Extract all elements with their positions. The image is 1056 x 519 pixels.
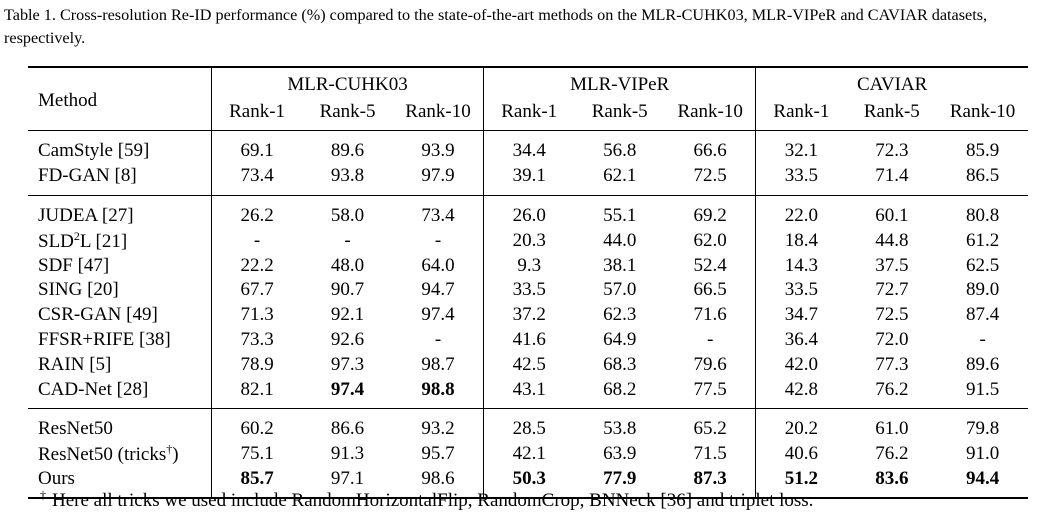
value-cell: - <box>393 328 484 353</box>
method-cell <box>28 228 211 253</box>
method-name-suffix: L [21] <box>79 230 128 252</box>
value-cell: 89.6 <box>965 353 1000 375</box>
value-cell: 66.5 <box>665 278 756 303</box>
method-name: CAD-Net [28] <box>38 378 149 400</box>
value-cell: 62.0 <box>665 228 756 253</box>
value-cell: 38.1 <box>603 254 637 276</box>
table-footnote <box>40 488 813 512</box>
value-cell: - <box>344 229 351 251</box>
value-cell: 60.1 <box>846 195 937 228</box>
results-table <box>28 66 1028 499</box>
metric-header: Rank-5 <box>591 101 648 122</box>
value-cell: 72.3 <box>846 131 937 164</box>
method-name: ResNet50 (tricks <box>38 444 167 466</box>
value-cell: 72.0 <box>875 328 909 350</box>
value-cell: 22.0 <box>756 195 847 228</box>
metric-header: Rank-10 <box>665 98 756 131</box>
value-cell: 62.1 <box>603 165 637 187</box>
value-cell: 98.6 <box>393 467 484 499</box>
value-cell: 71.3 <box>240 304 274 326</box>
table-row <box>28 253 1028 278</box>
value-cell: 95.7 <box>393 442 484 467</box>
value-cell: 92.6 <box>330 328 365 350</box>
value-cell: 71.4 <box>875 165 909 187</box>
method-name: ResNet50 <box>38 418 113 440</box>
value-cell: 69.2 <box>665 195 756 228</box>
table-row <box>28 195 1028 228</box>
value-cell: 61.0 <box>846 408 937 441</box>
value-cell: 86.6 <box>302 408 393 441</box>
value-cell: 33.5 <box>512 279 546 301</box>
method-name: FFSR+RIFE [38] <box>38 328 171 350</box>
value-cell: 42.8 <box>784 378 818 400</box>
value-cell: 86.5 <box>965 165 1000 187</box>
method-name: CSR-GAN [49] <box>38 304 158 326</box>
value-cell: 28.5 <box>484 408 575 441</box>
value-cell: 52.4 <box>665 253 756 278</box>
method-cell <box>28 164 211 195</box>
value-cell: 56.8 <box>574 131 665 164</box>
value-cell: 91.0 <box>965 443 1000 465</box>
value-cell: 33.5 <box>784 165 818 187</box>
value-cell: 71.6 <box>665 303 756 328</box>
value-cell: 57.0 <box>603 279 637 301</box>
value-cell: 98.8 <box>393 377 484 408</box>
value-cell: 77.9 <box>574 467 665 499</box>
value-cell: 83.6 <box>846 467 937 499</box>
value-cell: 85.7 <box>211 467 302 499</box>
value-cell: 87.4 <box>965 304 1000 326</box>
table-row <box>28 278 1028 303</box>
value-cell: 51.2 <box>756 467 847 499</box>
method-name: SLD <box>38 230 74 252</box>
value-cell: 68.2 <box>603 378 637 400</box>
value-cell: 72.5 <box>665 164 756 195</box>
value-cell: 43.1 <box>512 378 546 400</box>
value-cell: 93.9 <box>393 131 484 164</box>
value-cell: 66.6 <box>665 131 756 164</box>
value-cell: - <box>393 228 484 253</box>
value-cell: 94.7 <box>393 278 484 303</box>
value-cell: 32.1 <box>756 131 847 164</box>
footnote-mark: † <box>40 488 46 502</box>
value-cell: 60.2 <box>211 408 302 441</box>
value-cell: 87.3 <box>665 467 756 499</box>
value-cell: 93.2 <box>393 408 484 441</box>
value-cell: 20.2 <box>756 408 847 441</box>
value-cell: 77.3 <box>875 353 909 375</box>
value-cell: 82.1 <box>240 378 274 400</box>
value-cell: 37.5 <box>875 254 909 276</box>
value-cell: 76.2 <box>875 443 909 465</box>
value-cell: 72.5 <box>875 304 909 326</box>
value-cell: 97.9 <box>393 164 484 195</box>
value-cell: 90.7 <box>330 279 365 301</box>
table-row <box>28 328 1028 353</box>
table-row <box>28 164 1028 195</box>
method-name: FD-GAN [8] <box>38 165 137 187</box>
value-cell: 79.6 <box>665 352 756 377</box>
value-cell: 9.3 <box>517 254 542 276</box>
metric-header: Rank-5 <box>319 101 376 122</box>
table-caption: Table 1. Cross-resolution Re-ID performance (%) compared to the state-of-the-art methods on the MLR-CUHK03, MLR-VIPeR and CAVIAR datasets, respectively. <box>4 6 988 47</box>
method-name-suffix: ) <box>172 444 179 466</box>
value-cell: 75.1 <box>240 443 274 465</box>
footnote-text: Here all tricks we used include RandomHorizontalFlip, RandomCrop, BNNeck [36] and triplet loss. <box>52 490 814 511</box>
value-cell: 79.8 <box>937 408 1028 441</box>
value-cell: 34.4 <box>484 131 575 164</box>
value-cell: 73.4 <box>240 165 274 187</box>
value-cell: 80.8 <box>937 195 1028 228</box>
method-cell <box>28 377 211 408</box>
value-cell: 98.7 <box>393 352 484 377</box>
table-row <box>28 228 1028 253</box>
method-header: Method <box>28 67 211 131</box>
method-superscript: 2 <box>73 228 80 243</box>
metric-header: Rank-5 <box>863 101 920 122</box>
method-cell <box>28 195 211 228</box>
value-cell: - <box>253 229 261 251</box>
results-table-container <box>28 66 1028 499</box>
dataset-header-caviar: CAVIAR <box>856 74 928 95</box>
value-cell: 64.9 <box>603 328 637 350</box>
value-cell: 50.3 <box>484 467 575 499</box>
value-cell: 34.7 <box>784 304 818 326</box>
method-name: Ours <box>38 467 75 489</box>
value-cell: 22.2 <box>240 254 274 276</box>
value-cell: 55.1 <box>574 195 665 228</box>
value-cell: 62.3 <box>603 304 637 326</box>
value-cell: 42.5 <box>512 353 546 375</box>
value-cell: 26.0 <box>484 195 575 228</box>
dataset-header-mlr-viper: MLR-VIPeR <box>484 67 756 98</box>
table-row <box>28 442 1028 467</box>
value-cell: 76.2 <box>875 378 909 400</box>
method-cell <box>28 278 211 303</box>
metric-header: Rank-1 <box>773 101 830 122</box>
value-cell: 42.1 <box>512 443 546 465</box>
value-cell: 44.0 <box>603 229 637 251</box>
value-cell: 97.3 <box>330 353 365 375</box>
method-cell <box>28 408 211 441</box>
table-row <box>28 303 1028 328</box>
value-cell: 92.1 <box>330 304 365 326</box>
method-name: RAIN [5] <box>38 353 112 375</box>
value-cell: 14.3 <box>784 254 818 276</box>
value-cell: 91.5 <box>965 378 1000 400</box>
value-cell: - <box>979 328 986 350</box>
value-cell: 36.4 <box>784 328 818 350</box>
value-cell: 97.4 <box>330 378 365 400</box>
value-cell: 89.6 <box>302 131 393 164</box>
metric-header: Rank-10 <box>393 98 484 131</box>
table-row <box>28 377 1028 408</box>
value-cell: 72.7 <box>875 279 909 301</box>
value-cell: 69.1 <box>211 131 302 164</box>
table-body <box>28 131 1028 499</box>
method-name: SDF [47] <box>38 254 110 276</box>
value-cell: 20.3 <box>512 229 546 251</box>
method-cell <box>28 253 211 278</box>
metric-header: Rank-10 <box>949 101 1016 122</box>
value-cell: 71.5 <box>665 442 756 467</box>
method-cell <box>28 303 211 328</box>
value-cell: 58.0 <box>302 195 393 228</box>
value-cell: 53.8 <box>574 408 665 441</box>
value-cell: - <box>665 328 756 353</box>
value-cell: 41.6 <box>512 328 546 350</box>
value-cell: 40.6 <box>784 443 818 465</box>
value-cell: 78.9 <box>240 353 274 375</box>
value-cell: 67.7 <box>240 279 274 301</box>
method-cell <box>28 131 211 164</box>
value-cell: 44.8 <box>875 229 909 251</box>
value-cell: 97.1 <box>302 467 393 499</box>
value-cell: 85.9 <box>937 131 1028 164</box>
method-cell <box>28 352 211 377</box>
value-cell: 61.2 <box>965 229 1000 251</box>
metric-header: Rank-1 <box>229 101 286 122</box>
value-cell: 39.1 <box>512 165 546 187</box>
value-cell: 73.4 <box>393 195 484 228</box>
method-name: CamStyle [59] <box>38 140 150 162</box>
value-cell: 18.4 <box>784 229 818 251</box>
value-cell: 48.0 <box>330 254 365 276</box>
value-cell: 63.9 <box>603 443 637 465</box>
value-cell: 62.5 <box>965 254 1000 276</box>
value-cell: 42.0 <box>784 353 818 375</box>
value-cell: 68.3 <box>603 353 637 375</box>
method-name: SING [20] <box>38 279 119 301</box>
metric-header: Rank-1 <box>501 101 558 122</box>
value-cell: 37.2 <box>512 304 546 326</box>
table-row <box>28 131 1028 164</box>
method-name: JUDEA [27] <box>38 204 134 226</box>
dataset-header-mlr-cuhk03: MLR-CUHK03 <box>211 67 483 98</box>
table-row <box>28 352 1028 377</box>
value-cell: 93.8 <box>330 165 365 187</box>
value-cell: 26.2 <box>211 195 302 228</box>
value-cell: 33.5 <box>784 279 818 301</box>
dataset-header-row <box>28 67 1028 98</box>
value-cell: 97.4 <box>393 303 484 328</box>
value-cell: 64.0 <box>393 253 484 278</box>
method-cell <box>28 328 211 353</box>
value-cell: 94.4 <box>937 467 1028 499</box>
table-row <box>28 408 1028 441</box>
method-superscript: † <box>166 442 173 457</box>
method-cell <box>28 442 211 467</box>
value-cell: 91.3 <box>330 443 365 465</box>
value-cell: 77.5 <box>665 377 756 408</box>
value-cell: 65.2 <box>665 408 756 441</box>
value-cell: 73.3 <box>240 328 274 350</box>
value-cell: 89.0 <box>965 279 1000 301</box>
